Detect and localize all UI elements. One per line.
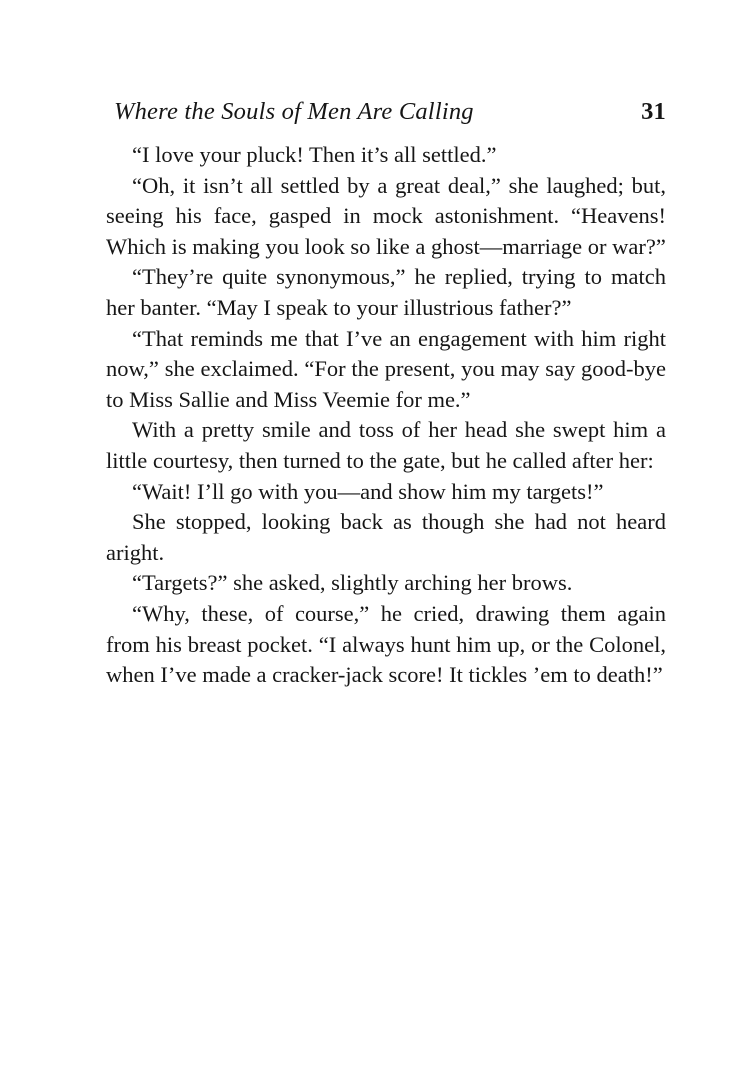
book-page [106,98,666,691]
body-text [106,140,666,691]
paragraph: “Wait! I’ll go with you—and show him my targets!” [132,478,604,504]
running-head-title: Where the Souls of Men Are Calling [114,98,474,125]
paragraph: “Targets?” she asked, slightly arching her brows. [132,570,573,596]
paragraph: “That reminds me that I’ve an engagement with him right now,” she exclaimed. “For the present, you may say good-bye to Miss Sallie and Miss Veemie for me.” [106,325,666,412]
running-head [106,98,666,140]
page-number: 31 [641,98,666,125]
paragraph: “Oh, it isn’t all settled by a great deal,” she laughed; but, seeing his face, gasped in mock astonishment. “Heavens! Which is making you look so like a ghost—marriage or war?” [106,172,666,259]
paragraph: “I love your pluck! Then it’s all settled.” [132,142,497,167]
paragraph: She stopped, looking back as though she had not heard aright. [106,509,666,565]
paragraph: “Why, these, of course,” he cried, drawing them again from his breast pocket. “I always hunt him up, or the Colonel, when I’ve made a cracker-jack score! It tickles ’em to death!” [106,600,666,688]
paragraph: With a pretty smile and toss of her head she swept him a little courtesy, then turned to the gate, but he called after her: [106,417,666,473]
paragraph: “They’re quite synonymous,” he replied, trying to match her banter. “May I speak to your illustrious father?” [106,264,666,320]
